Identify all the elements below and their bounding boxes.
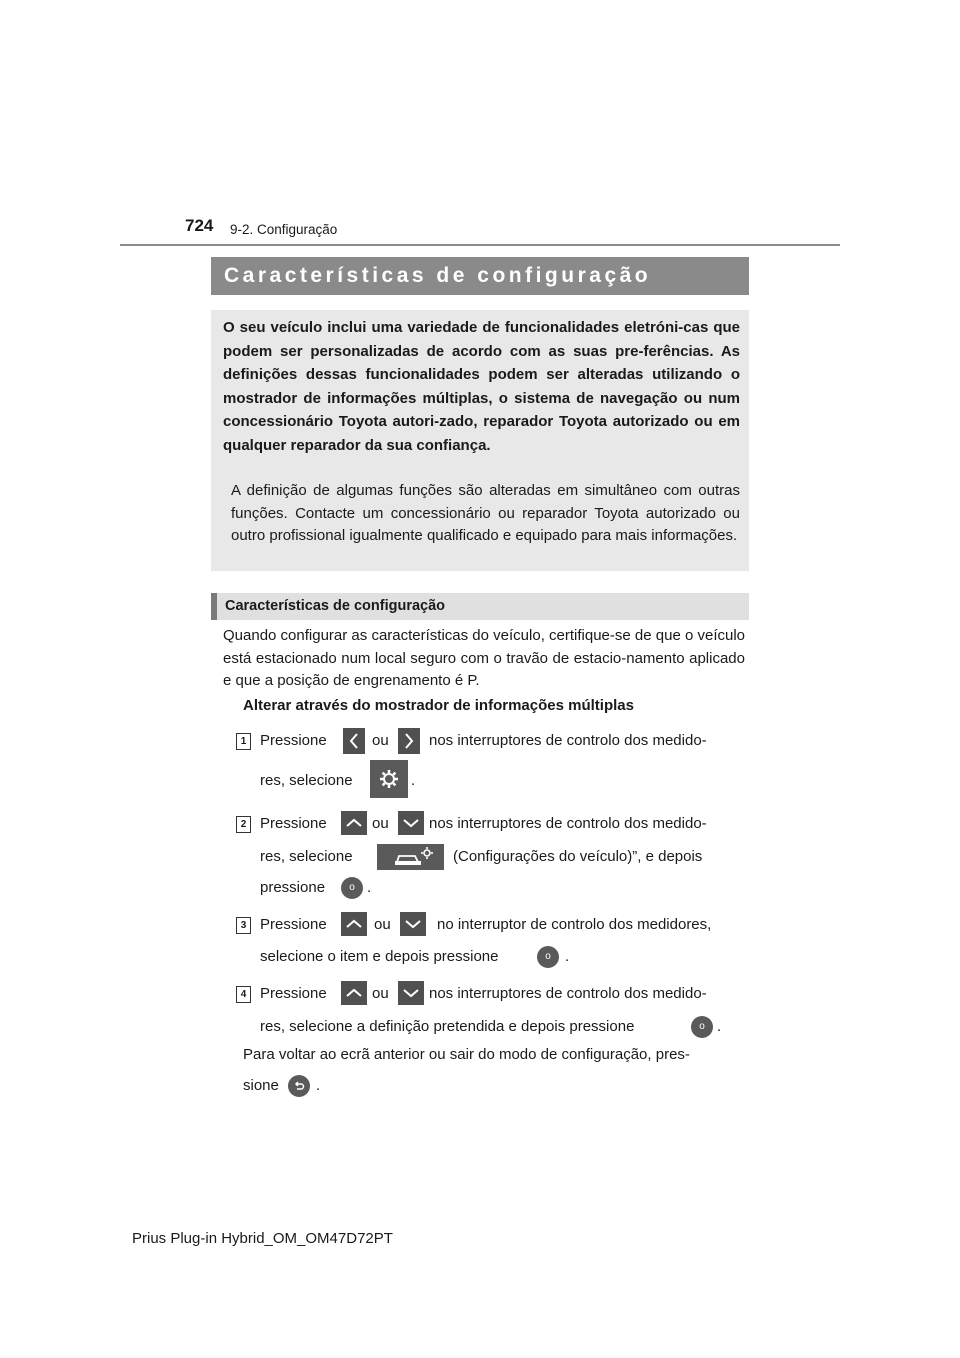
instruction-paragraph: Quando configurar as características do veículo, certifique-se de que o veículo está estacionado num local seguro com o travão de estacio-namento aplicado e que a posição de engrenamento é P.: [223, 627, 745, 689]
step-text: no interruptor de controlo dos medidores,: [437, 916, 712, 933]
step-number: 1: [236, 733, 251, 750]
step-text: Pressione: [260, 985, 327, 1002]
step-text: .: [411, 772, 416, 789]
down-arrow-icon: [400, 912, 426, 936]
vehicle-settings-icon: [377, 844, 444, 870]
right-arrow-icon: [398, 728, 420, 754]
method-heading: Alterar através do mostrador de informações múltiplas: [243, 697, 634, 714]
step-text: .: [367, 879, 372, 896]
step-text: nos interruptores de controlo dos medido-: [429, 985, 707, 1002]
down-arrow-icon: [398, 981, 424, 1005]
back-note-text: sione: [243, 1077, 279, 1094]
up-arrow-icon: [341, 811, 367, 835]
step-number: 2: [236, 816, 251, 833]
step-text: nos interruptores de controlo dos medido-: [429, 815, 707, 832]
step-number: 4: [236, 986, 251, 1003]
step-text: .: [565, 948, 570, 965]
back-note-text: Para voltar ao ecrã anterior ou sair do modo de configuração, pres-: [243, 1046, 690, 1063]
page-title: Características de configuração: [224, 264, 652, 287]
up-arrow-icon: [341, 981, 367, 1005]
step-text: .: [717, 1018, 722, 1035]
step-text: nos interruptores de controlo dos medido-: [429, 732, 707, 749]
step-text: Pressione: [260, 732, 327, 749]
step-text: selecione o item e depois pressione: [260, 948, 499, 965]
intro-text: O seu veículo inclui uma variedade de funcionalidades eletróni-cas que podem ser personalizadas de acordo com as suas pre-ferências. As definições dessas funcionalidades podem ser alteradas utilizando o mostrador de informações múltiplas, o sistema de navegação ou num concessionário Toyota autori-zado, reparador Toyota autorizado ou em qualquer reparador da sua confiança.: [223, 319, 740, 454]
step-text: res, selecione a definição pretendida e depois pressione: [260, 1018, 635, 1035]
step-text: pressione: [260, 879, 326, 896]
ok-button-icon: o: [691, 1016, 713, 1038]
down-arrow-icon: [398, 811, 424, 835]
ok-button-icon: o: [537, 946, 559, 968]
up-arrow-icon: [341, 912, 367, 936]
left-arrow-icon: [343, 728, 365, 754]
footer-doc-id: Prius Plug-in Hybrid_OM_OM47D72PT: [132, 1230, 393, 1247]
step-text: ou: [372, 985, 389, 1002]
subsection-title: Características de configuração: [225, 598, 446, 614]
step-number: 3: [236, 917, 251, 934]
intro-note: A definição de algumas funções são alteradas em simultâneo com outras funções. Contacte um concessionário ou reparador Toyota autorizado ou outro profissional igualmente qualificado e equipado para mais informações.: [231, 482, 740, 544]
header-rule: [120, 244, 840, 246]
step-text: (Configurações do veículo)”, e depois: [453, 848, 703, 865]
step-text: ou: [374, 916, 391, 933]
subsection-accent: [211, 593, 217, 620]
settings-gear-icon: [370, 760, 408, 798]
section-label: 9-2. Configuração: [230, 222, 338, 237]
step-text: Pressione: [260, 815, 327, 832]
page-number: 724: [185, 216, 214, 235]
ok-button-icon: o: [341, 877, 363, 899]
step-text: res, selecione: [260, 848, 353, 865]
back-arrow-icon: [288, 1075, 310, 1097]
step-text: ou: [372, 732, 389, 749]
step-text: Pressione: [260, 916, 327, 933]
back-note-text: .: [316, 1077, 321, 1094]
step-text: ou: [372, 815, 389, 832]
step-text: res, selecione: [260, 772, 353, 789]
